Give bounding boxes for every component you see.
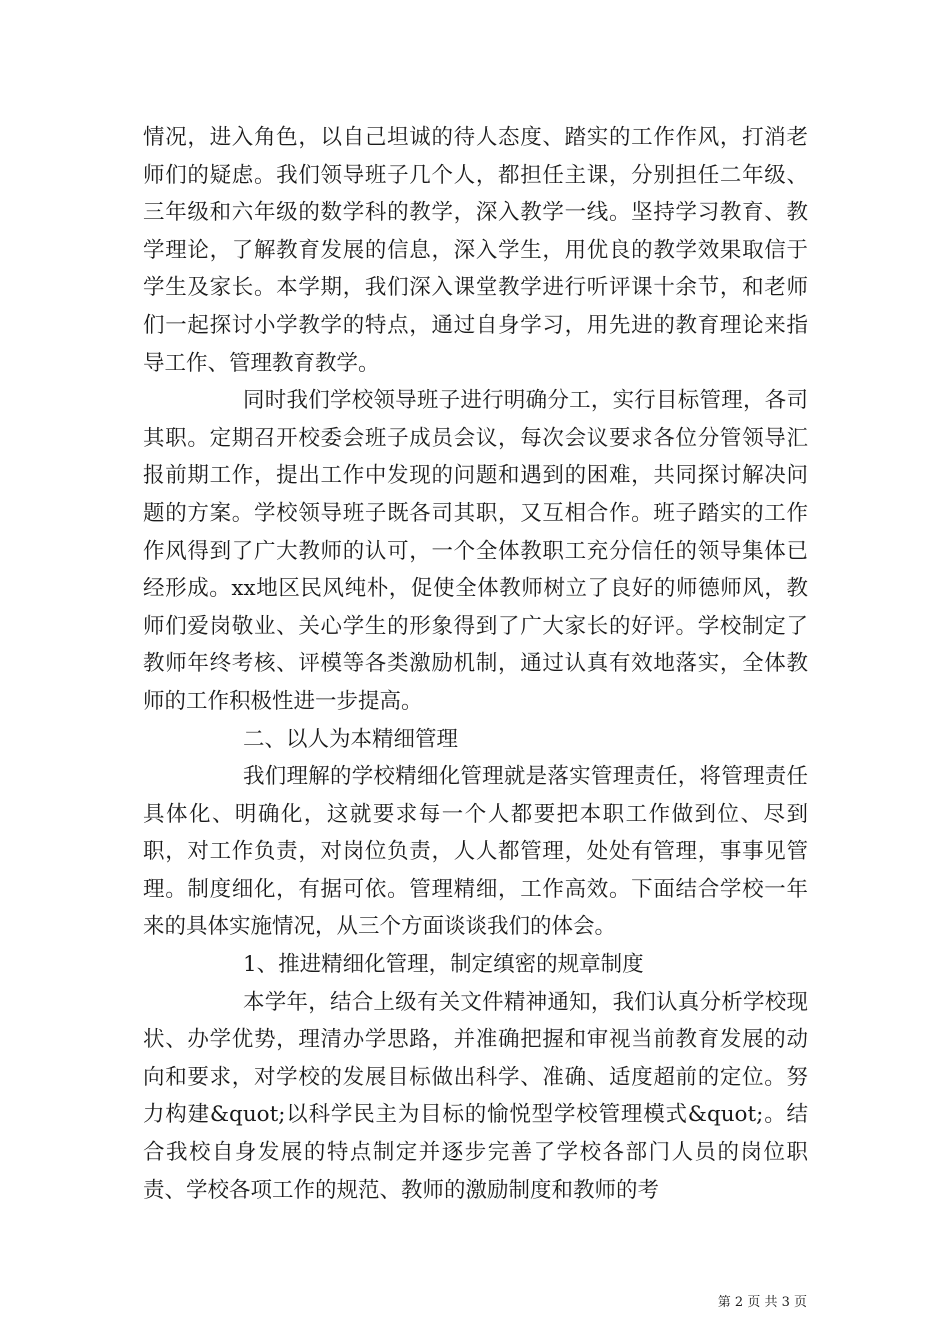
subsection-heading: 1、推进精细化管理，制定缜密的规章制度 xyxy=(243,952,644,978)
paragraph-3: 我们理解的学校精细化管理就是落实管理责任，将管理责任具体化、明确化，这就要求每一个人都要把本职工作做到位、尽到职，对工作负责，对岗位负责，人人都管理，处处有管理，事事见管理。制度细化，有据可依。管理精细，工作高效。下面结合学校一年来的具体实施情况，从三个方面谈谈我们的体会。 xyxy=(143,764,808,940)
paragraph-4: 本学年，结合上级有关文件精神通知，我们认真分析学校现状、办学优势，理清办学思路，并准确把握和审视当前教育发展的动向和要求，对学校的发展目标做出科学、准确、适度超前的定位。努力构建&quot;以科学民主为目标的愉悦型学校管理模式&quot;。结合我校自身发展的特点制定并逐步完善了学校各部门人员的岗位职责、学校各项工作的规范、教师的激励制度和教师的考 xyxy=(143,989,808,1203)
paragraph-1: 情况，进入角色，以自己坦诚的待人态度、踏实的工作作风，打消老师们的疑虑。我们领导班子几个人，都担任主课，分别担任二年级、三年级和六年级的数学科的教学，深入教学一线。坚持学习教育、教学理论，了解教育发展的信息，深入学生，用优良的教学效果取信于学生及家长。本学期，我们深入课堂教学进行听评课十余节，和老师们一起探讨小学教学的特点，通过自身学习，用先进的教育理论来指导工作、管理教育教学。 xyxy=(143,125,808,376)
page-number-footer: 第 2 页 共 3 页 xyxy=(717,1295,807,1310)
paragraph-2: 同时我们学校领导班子进行明确分工，实行目标管理，各司其职。定期召开校委会班子成员会议，每次会议要求各位分管领导汇报前期工作，提出工作中发现的问题和遇到的困难，共同探讨解决问题的方案。学校领导班子既各司其职，又互相合作。班子踏实的工作作风得到了广大教师的认可，一个全体教职工充分信任的领导集体已经形成。xx地区民风纯朴，促使全体教师树立了良好的师德师风，教师们爱岗敬业、关心学生的形象得到了广大家长的好评。学校制定了教师年终考核、评模等各类激励机制，通过认真有效地落实，全体教师的工作积极性进一步提高。 xyxy=(143,388,808,714)
document-body xyxy=(143,119,808,1209)
section-heading: 二、以人为本精细管理 xyxy=(243,726,459,752)
